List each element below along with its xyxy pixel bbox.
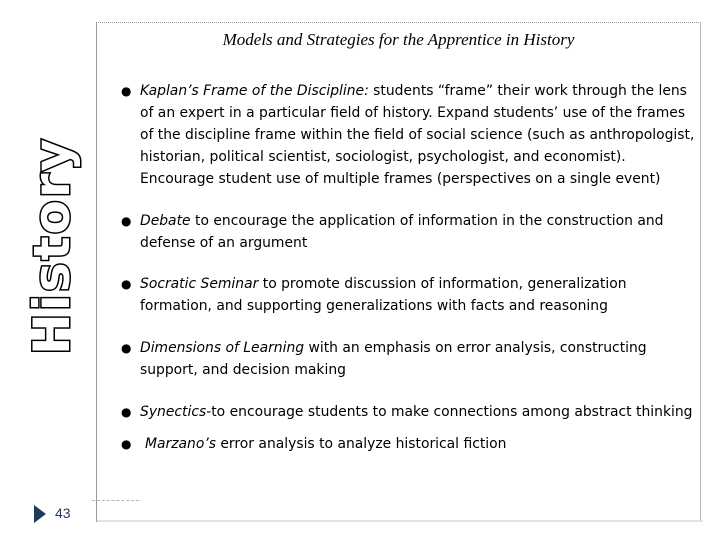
item-text: to encourage the application of information in the construction and defense of an argument — [140, 213, 664, 251]
item-emphasis: Socratic Seminar — [140, 276, 259, 292]
list-item — [121, 273, 696, 317]
frame-shadow — [98, 520, 703, 522]
list-item — [121, 433, 696, 455]
item-text: error analysis to analyze historical fiction — [215, 436, 507, 452]
item-text: students “frame” their work through the lens of an expert in a particular field of history. Expand students’ use of the frames of the discipline frame within the field of social science (such as anthropologist, historian, political scientist, sociologist, psychologist, and economist). Encourage student use of multiple frames (perspectives on a single event) — [140, 83, 695, 187]
item-emphasis: Kaplan’s Frame of the Discipline: — [140, 83, 369, 99]
item-text: to promote discussion of information, generalization formation, and supporting generalizations with facts and reasoning — [140, 276, 627, 314]
bullet-icon: ● — [121, 277, 132, 291]
list-item — [121, 80, 696, 190]
item-text: with an emphasis on error analysis, constructing support, and decision making — [140, 340, 647, 378]
bullet-icon: ● — [121, 214, 132, 228]
list-item — [121, 337, 696, 381]
list-item — [121, 401, 696, 423]
item-emphasis: Debate — [140, 213, 191, 229]
item-emphasis: Synectics — [140, 404, 207, 420]
slide-heading: Models and Strategies for the Apprentice in History — [222, 30, 575, 49]
item-emphasis: Marzano’s — [145, 436, 216, 452]
page-number: 43 — [55, 505, 71, 521]
item-text: -to encourage students to make connections among abstract thinking — [206, 404, 693, 420]
bullet-icon: ● — [121, 341, 132, 355]
item-emphasis: Dimensions of Learning — [140, 340, 305, 356]
history-side-title: History — [23, 136, 81, 356]
strategy-list — [121, 80, 696, 455]
footer-divider — [92, 500, 139, 501]
list-item — [121, 210, 696, 254]
arrow-icon — [34, 505, 46, 523]
bullet-icon: ● — [121, 84, 132, 98]
bullet-icon: ● — [121, 405, 132, 419]
bullet-icon: ● — [121, 437, 132, 451]
